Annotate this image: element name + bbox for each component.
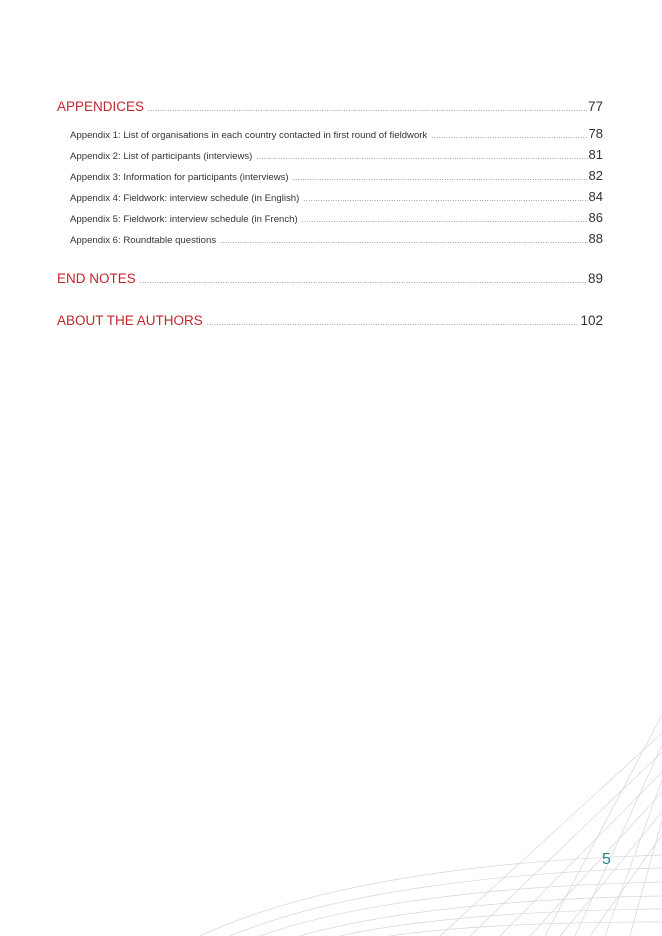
toc-leader-dots — [220, 231, 587, 252]
page-number: 5 — [602, 851, 611, 868]
toc-leader-dots — [256, 147, 587, 168]
toc-entry-about-the-authors[interactable] — [57, 313, 603, 331]
toc-leader-dots — [140, 278, 587, 285]
toc-entry-appendix-5[interactable] — [57, 207, 603, 228]
toc-entry-end-notes[interactable] — [57, 271, 603, 289]
toc-entry-appendix-1[interactable] — [57, 123, 603, 144]
toc-entry-page: 88 — [588, 231, 603, 246]
toc-leader-dots — [303, 189, 587, 210]
toc-entry-label: Appendix 1: List of organisations in each country contacted in first round of fieldwork — [70, 130, 428, 141]
toc-entry-label: Appendix 5: Fieldwork: interview schedule (in French) — [70, 214, 298, 225]
toc-entry-appendix-3[interactable] — [57, 165, 603, 186]
toc-entry-label: Appendix 2: List of participants (interviews) — [70, 151, 253, 162]
toc-entry-label: Appendix 4: Fieldwork: interview schedule (in English) — [70, 193, 300, 204]
toc-entry-page: 86 — [588, 210, 603, 225]
toc-entry-page: 78 — [588, 126, 603, 141]
toc-leader-dots — [293, 168, 588, 189]
toc-entry-label: END NOTES — [57, 271, 136, 286]
table-of-contents — [57, 99, 603, 331]
toc-entry-appendix-4[interactable] — [57, 186, 603, 207]
toc-entry-label: ABOUT THE AUTHORS — [57, 313, 203, 328]
toc-entry-page: 77 — [587, 99, 603, 114]
toc-leader-dots — [207, 320, 580, 327]
toc-entry-label: Appendix 3: Information for participants (interviews) — [70, 172, 289, 183]
toc-entry-page: 82 — [588, 168, 603, 183]
toc-entry-appendices[interactable] — [57, 99, 603, 117]
toc-entry-appendix-6[interactable] — [57, 228, 603, 249]
toc-entry-page: 89 — [587, 271, 603, 286]
toc-entry-appendix-2[interactable] — [57, 144, 603, 165]
toc-entry-page: 84 — [588, 189, 603, 204]
toc-leader-dots — [302, 210, 588, 231]
toc-leader-dots — [148, 106, 587, 113]
toc-entry-page: 102 — [580, 313, 603, 328]
toc-entry-page: 81 — [588, 147, 603, 162]
toc-entry-label: Appendix 6: Roundtable questions — [70, 235, 217, 246]
toc-entry-label: APPENDICES — [57, 99, 145, 114]
toc-leader-dots — [431, 126, 587, 147]
